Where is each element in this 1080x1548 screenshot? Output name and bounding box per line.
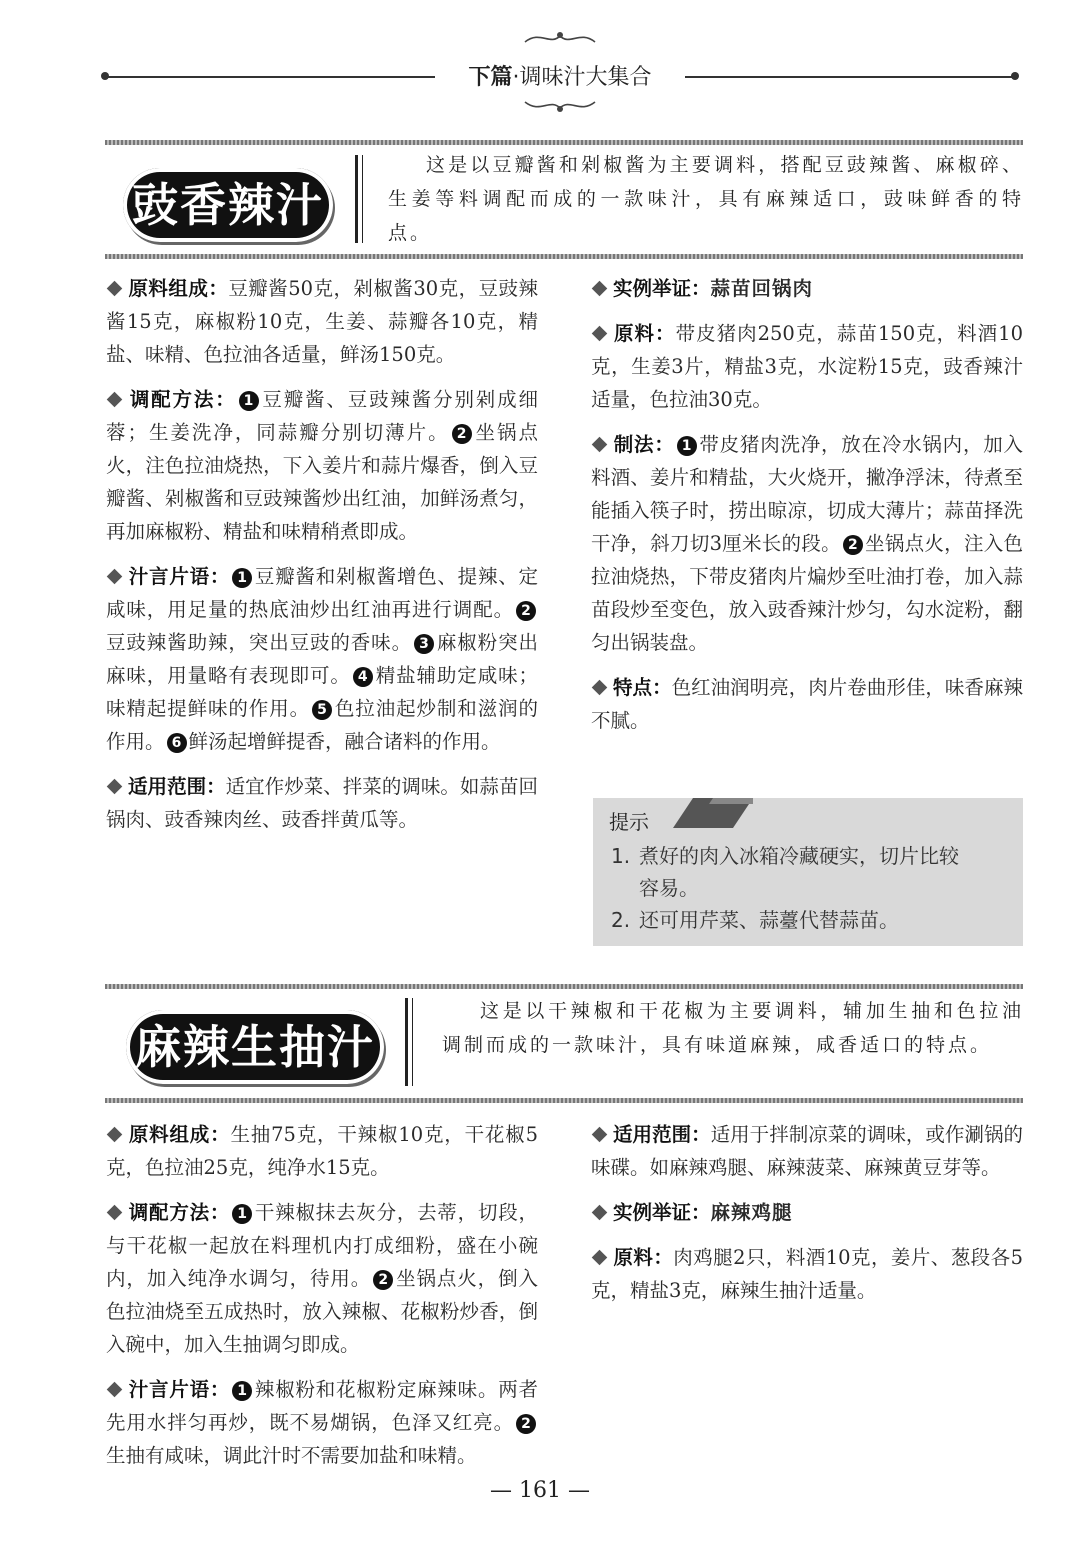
ornament-top: [515, 28, 605, 48]
diamond-bullet-icon: [107, 1205, 123, 1221]
diamond-bullet-icon: [592, 326, 608, 342]
scope-paragraph: 适用范围：适用于拌制凉菜的调味，或作涮锅的味碟。如麻辣鸡腿、麻辣菠菜、麻辣黄豆芽等。: [591, 1123, 1023, 1179]
notes-paragraph: 汁言片语： 1 辣椒粉和花椒粉定麻辣味。两者先用水拌匀再炒，既不易煳锅，色泽又红亮。 2生抽有咸味，调此汁时不需要加盐和味精。: [106, 1378, 538, 1467]
page-number: — 161 —: [490, 1478, 590, 1503]
diamond-bullet-icon: [592, 1127, 608, 1143]
recipe1-left-column: [106, 272, 538, 848]
divider: [362, 155, 363, 243]
example-feature-paragraph: 特点：色红油润明亮，肉片卷曲形佳，味香麻辣不腻。: [591, 676, 1023, 732]
recipe2-intro: 这是以干辣椒和干花椒为主要调料，辅加生抽和色拉油调制而成的一款味汁，具有味道麻辣，咸香适口的特点。: [442, 1000, 1024, 1056]
number-2-icon: 2: [516, 601, 536, 621]
notes-paragraph: 汁言片语： 1 豆瓣酱和剁椒酱增色、提辣、定咸味，用足量的热底油炒出红油再进行调配。 2豆豉辣酱助辣，突出豆豉的香味。 3 麻椒粉突出麻味，用量略有表现即可。 4 精盐辅助定咸味；味精起提鲜味的作用。 5 色拉油起炒制和滋润的作用。 6 鲜汤起增鲜提香，融合诸料的作用。: [106, 565, 538, 753]
number-6-icon: 6: [167, 733, 187, 753]
diamond-bullet-icon: [107, 569, 123, 585]
diamond-bullet-icon: [107, 779, 123, 795]
diamond-bullet-icon: [107, 1127, 123, 1143]
ingredients-paragraph: 原料组成：生抽75克，干辣椒10克，干花椒5克，色拉油25克，纯净水15克。: [106, 1123, 538, 1179]
number-1-icon: 1: [232, 1381, 252, 1401]
recipe2-left-column: [106, 1118, 538, 1484]
divider: [412, 998, 413, 1086]
number-1-icon: 1: [239, 391, 259, 411]
number-2-icon: 2: [843, 535, 863, 555]
tip-title: 提示: [609, 810, 649, 834]
example-paragraph: 实例举证：蒜苗回锅肉: [591, 272, 1023, 305]
diamond-bullet-icon: [107, 1382, 123, 1398]
number-3-icon: 3: [414, 634, 434, 654]
tip-item-2: 2. 还可用芹菜、蒜薹代替蒜苗。: [611, 908, 899, 932]
number-1-icon: 1: [677, 436, 697, 456]
header-dot-right: [1011, 72, 1019, 80]
tip-stripe-icon: [663, 798, 753, 828]
example-ingredients-paragraph: 原料：肉鸡腿2只，料酒10克，姜片、葱段各5克，精盐3克，麻辣生抽汁适量。: [591, 1246, 1023, 1302]
tip-item-1: 1. 煮好的肉入冰箱冷藏硬实，切片比较: [611, 844, 959, 868]
diamond-bullet-icon: [107, 392, 123, 408]
section2-bottom-band: [105, 1098, 1023, 1103]
recipe1-title: 豉香辣汁: [123, 168, 333, 242]
diamond-bullet-icon: [592, 281, 608, 297]
recipe1-intro: 这是以豆瓣酱和剁椒酱为主要调料，搭配豆豉辣酱、麻椒碎、生姜等料调配而成的一款味汁，具有麻辣适口，豉味鲜香的特点。: [388, 154, 1024, 244]
scope-paragraph: 适用范围：适宜作炒菜、拌菜的调味。如蒜苗回锅肉、豉香辣肉丝、豉香拌黄瓜等。: [106, 775, 538, 831]
method-paragraph: 调配方法： 1 干辣椒抹去灰分，去蒂，切段，与干花椒一起放在料理机内打成细粉，盛在小碗内，加入纯净水调匀，待用。 2 坐锅点火，倒入色拉油烧至五成热时，放入辣椒、花椒粉炒香，倒入碗中，加入生抽调匀即成。: [106, 1201, 538, 1356]
number-1-icon: 1: [232, 1204, 252, 1224]
diamond-bullet-icon: [592, 437, 608, 453]
section1-top-band: [105, 140, 1023, 145]
section2-top-band: [105, 984, 1023, 989]
tip-box: [593, 798, 1023, 946]
number-5-icon: 5: [312, 700, 332, 720]
number-2-icon: 2: [373, 1270, 393, 1290]
header-section: ·调味汁大集合: [512, 65, 652, 90]
header-rule-left: [105, 76, 435, 78]
ingredients-paragraph: 原料组成：豆瓣酱50克，剁椒酱30克，豆豉辣酱15克，麻椒粉10克，生姜、蒜瓣各10克，精盐、味精、色拉油各适量，鲜汤150克。: [106, 277, 538, 366]
number-1-icon: 1: [232, 568, 252, 588]
tip-item-1-cont: 容易。: [639, 876, 699, 900]
method-paragraph: 调配方法： 1 豆瓣酱、豆豉辣酱分别剁成细蓉；生姜洗净，同蒜瓣分别切薄片。 2 坐锅点火，注色拉油烧热，下入姜片和蒜片爆香，倒入豆瓣酱、剁椒酱和豆豉辣酱炒出红油，加鲜汤煮匀，再加麻椒粉、精盐和味精稍煮即成。: [106, 388, 538, 543]
recipe2-title: 麻辣生抽汁: [126, 1010, 384, 1084]
example-method-paragraph: 制法： 1 带皮猪肉洗净，放在冷水锅内，加入料酒、姜片和精盐，大火烧开，撇净浮沫，待煮至能插入筷子时，捞出晾凉，切成大薄片；蒜苗择洗干净，斜刀切3厘米长的段。 2 坐锅点火，注入色拉油烧热，下带皮猪肉片煸炒至吐油打卷，加入蒜苗段炒至变色，放入豉香辣汁炒匀，勾水淀粉，翻匀出锅装盘。: [591, 433, 1023, 654]
example-ingredients-paragraph: 原料：带皮猪肉250克，蒜苗150克，料酒10克，生姜3片，精盐3克，水淀粉15克，豉香辣汁适量，色拉油30克。: [591, 322, 1023, 411]
recipe2-right-column: [591, 1118, 1023, 1319]
divider: [355, 155, 358, 243]
example-paragraph: 实例举证：麻辣鸡腿: [591, 1196, 1023, 1229]
diamond-bullet-icon: [592, 1205, 608, 1221]
diamond-bullet-icon: [107, 281, 123, 297]
number-4-icon: 4: [353, 667, 373, 687]
header-rule-right: [685, 76, 1015, 78]
recipe1-right-column: [591, 272, 1023, 749]
divider: [405, 998, 408, 1086]
number-2-icon: 2: [516, 1414, 536, 1434]
header-part: 下篇: [468, 65, 513, 90]
section1-bottom-band: [105, 254, 1023, 259]
header-title: [440, 60, 680, 91]
diamond-bullet-icon: [592, 1250, 608, 1266]
ornament-bottom: [515, 96, 605, 116]
number-2-icon: 2: [452, 424, 472, 444]
diamond-bullet-icon: [592, 680, 608, 696]
